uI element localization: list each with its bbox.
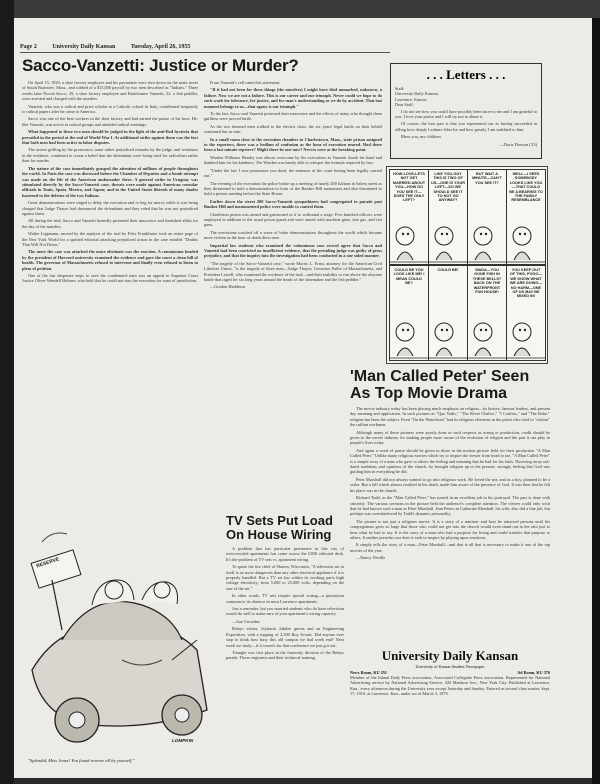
cartoon-signature: LOMPKIN xyxy=(172,738,194,743)
cartoon-sign-text: RESERVE xyxy=(35,556,61,570)
tv-paragraph: Just a reminder, but you married students who do have television would do well to make sure of your apartment's wiring capacity. xyxy=(226,606,344,617)
sacco-paragraph: The executions touched off a wave of bitter demonstrations throughout the world which became more violent as the hour of death drew near. xyxy=(204,229,382,241)
speech-bubble: LIKE YOU-GUY THIS IS TWO OF US—ONE IS YOUR LEFT—SO WE SHOULD SEE IT TO NOT GO ANYWAY? xyxy=(431,172,465,203)
letters-para: Bless you, my children. xyxy=(401,134,442,140)
tv-article xyxy=(226,546,344,774)
top-dark-strip xyxy=(14,0,600,18)
sacco-paragraph: Vanzetti, who was a radical and prize scholar at a Catholic school in Italy, contributed frequently to radical papers after he came to America. xyxy=(22,103,198,115)
movie-paragraph: And again a word of praise should be given to those in the motion picture field for their production "A Man Called Peter." Unlike many religious movies which try to inspire the viewer from head to toe, "A Man Called Peter" is a simple story of a man who gave to others the feeling and meaning that he had for his faith. Throwing away out-dated traditions and opinions of the church, he brought religion up to the present, strongly feeling that God was guiding him in everything he did. xyxy=(350,447,550,475)
movie-paragraph: Richard Todd, as the "Man Called Peter," has turned in an excellent job in his portrayal. The part is done with sincerity. The various sermons in the picture held the audience's complete attention. The viewer could only wish that he had known such a man as Peter Marshall. Jean Peters as Catherine Marshall, his wife, also did a fine job, but perhaps was overshadowed by Todd's dynamic personality. xyxy=(350,495,550,517)
letters-salutation: Dear Staff: xyxy=(395,102,414,108)
comic-character-drawing xyxy=(507,214,545,264)
comic-panel xyxy=(467,265,507,361)
sacco-paragraph: All during the trial, Sacco and Vanzetti heatedly protested their innocence and furnished alibis for the day of the murders. xyxy=(22,218,198,229)
comic-panel xyxy=(428,265,468,361)
comic-character-drawing xyxy=(390,310,428,360)
sacco-paragraph: Walter Lippmann, moved by the analysis of the trial by Felix Frankfurter took an entire page of the New York World for a spirited editorial attacking prejudiced action in the case entitled "Doubts That Will Not Down." xyxy=(22,231,198,247)
sacco-paragraph: On April 15, 1920, a shoe factory employee and his paymaster were shot down on the main street of South Braintree, Mass., and robbed of a $15,000 payroll by two men described as "Italians." Three weeks later Nicola Sacco, 29, a shoe factory employee and Bartolomeo Vanzetti, 32, a fish peddler, were arrested and charged with the murders. xyxy=(22,80,198,102)
header-rule xyxy=(20,52,390,53)
sacco-paragraph: One of the last desperate steps to save the condemned men was an appeal to Supreme Court Justice Oliver Wendell Holmes, who held that he could not stay the execution for want of jurisdiction. xyxy=(22,273,198,284)
sacco-paragraph: "Under the law I now pronounce you dead, the sentence of the court having been legally carried out." xyxy=(204,167,382,179)
movie-paragraph: The movie industry today has been placing much emphasis on religion—its history, famous leaders, and present day meaning and application. In such pictures as "Quo Vadis," "The Silver Chalice," "I Confess," and "The Robe," religion has been the subject. Even "On the Waterfront" had its religious elements in the priest who tried to "reform" the ruffian workmen. xyxy=(350,406,550,428)
speech-bubble: WADA—YOU GONE FISH IN THESE BELLS? BACK ON THE WATERFRONT FUN HOUSE! xyxy=(472,268,502,295)
sacco-column-1 xyxy=(22,80,198,518)
sacco-paragraph: "The tragedy of the Sacco-Vanzetti case," wrote Morris L. Ernst, attorney for the American Civil Liberties Union, "is the tragedy of three men—Judge Thayer, Governor Fuller of Massachusetts, and President Lowell, who examined the evidence of the trial—and their inability to rise above the obscene battle that raged for six long years around the heads of the shoemaker and the fish peddler." xyxy=(204,260,382,282)
comic-panel xyxy=(506,265,546,361)
cartoon-drawing xyxy=(22,520,218,756)
sacco-paragraph: —Gordon Haddison xyxy=(210,284,245,290)
sacco-paragraph: To the last, Sacco and Vanzetti protested their innocence and the effects of many who thought them guiltless were proved futile. xyxy=(204,111,382,122)
letters-address-2: Lawrence, Kansas xyxy=(395,96,427,102)
letters-box xyxy=(390,63,542,159)
sacco-paragraph: Charleston prison was armed and garrisoned as if to withstand a siege. Five hundred officers were employed in addition to the usual prison guard and were armed with machine guns, tear gas, and riot guns. xyxy=(204,211,382,228)
comic-character-drawing xyxy=(468,310,506,360)
sacco-paragraph: The more the case was attacked the more obstinate was the reaction. A commission headed by the president of Harvard university examined the evidence and gave the court a clean bill of health. The governor of Massachusetts refused to intervene and finally even refused to listen to pleas of petition. xyxy=(22,249,198,271)
masthead-sub: University of Kansas Student Newspaper xyxy=(415,664,485,669)
sacco-paragraph: The severe grilling by the prosecutor, some rather prejudiced remarks by the judge, and weakness in the evidence, combined to create a belief that the defendants were being tried for radicalism rather than for murder. xyxy=(22,147,198,164)
sacco-paragraph: Great demonstrations were staged to delay the execution and to beg for mercy while it was being charged that Judge Thayer had denounced the defendants and they ruled that he was not prejudiced against them. xyxy=(22,200,198,216)
issue-date: Tuesday, April 26, 1955 xyxy=(130,44,191,50)
letters-para: I do not see how you could have possibly been nicer to me and I am grateful to you. I love your praise and I will try not to abuse it. xyxy=(395,108,537,120)
news-room: News Room, KU 251 xyxy=(350,670,387,675)
speech-bubble: YOU KEEP OUT OF THIS, POGO—WE KNOW WHAT WE ARE DOING—NO HARM—ONE OF US MAY BE MIXED IN! xyxy=(509,268,543,299)
letters-address-1: University Daily Kansan, xyxy=(395,91,439,97)
page-number: Page 2 xyxy=(20,44,37,50)
left-dark-edge xyxy=(0,0,14,784)
letters-greeting: Staff: xyxy=(395,86,405,91)
movie-paragraph: It simply tells the story of a man—Peter Marshall—and that is all that is necessary to make it one of the top movies of the year. xyxy=(350,542,550,553)
sacco-paragraph: What happened to these two men should be judged in the light of the anti-Red hysteria that prevailed in the period at the end of World War I. At additional strike against them was the fact that both men had been active in labor disputes. xyxy=(22,129,198,146)
speech-bubble: WELL—I SEES SOMEBODY LOOKS LIKE YOU—THAT COULD BE A BEARING TO THE FAMILY RESEMBLANCE xyxy=(509,172,543,203)
right-dark-edge xyxy=(592,0,600,784)
speech-bubble: COULD BE YOU LOOK LIKE ME! I MEAN COULD BE? xyxy=(393,268,425,286)
letters-title: . . . Letters . . . xyxy=(426,67,506,82)
movie-paragraph: The picture is not just a religious movie. It is a story of a minister and how he attracted persons until his congregations grew so large that those who could not get into the church would even stand out in the rain just to hear what he had to say. It is the story of a man who had a purpose for living and could transfer that purpose to others. It neither preaches nor does it seek to inspire by playing upon emotions. xyxy=(350,518,550,540)
comic-strip xyxy=(386,166,548,364)
masthead-name: University Daily Kansan xyxy=(381,648,519,663)
speech-bubble: BUT WAIT A MINUTE—CAN'T YOU SEE IT? xyxy=(472,172,502,185)
movie-title: 'Man Called Peter' Seen As Top Movie Drama xyxy=(350,368,530,402)
sacco-paragraph: Earlier down the street 200 Sacco-Vanzetti sympathizers had congregated to parade past Bunker Hill and monumented police were unable to control them. xyxy=(204,198,382,210)
tv-paragraph: A problem that has particular pertinence in this city of overcrowded apartments has come across the UDK editorial desk. It's the problem of TV sets vs. apartment wiring. xyxy=(226,546,344,562)
speech-bubble: HOW-LOVE-LETS NOT GET MARRIED ABOUT YOU—HOW DO YOU SEE IT—DOES THE ONLY LEFT? xyxy=(392,172,426,203)
movie-paragraph: —Nancy Neville xyxy=(356,555,386,561)
comic-character-drawing xyxy=(390,214,428,264)
comic-panel xyxy=(506,169,546,265)
ad-room: Ad Room, KU 376 xyxy=(517,670,550,675)
sacco-paragraph: The evening of the execution the police broke up a meeting of nearly 200 Italians in Salem street as they threatened to hold a demonstration in front of the Bunker Hill monument and also threatened to hold a protest meeting before the State House. xyxy=(204,180,382,197)
tv-paragraph: Relays visitor, Joyhawk Jubilee guests and an Engineering Exposition, with a topping of 2,500 Boy Scouts. Did anyone ever stop to think how busy this old campus we had week end? Next week we study—if it weren't for that conference we just got out. xyxy=(226,626,344,648)
sacco-paragraph: As the two doomed men walked to the electric chair, the six years' legal battle on their behalf continued but in vain. xyxy=(204,123,382,135)
tv-paragraph: In other words, TV sets require special wiring—a precaution common to its absence in most Lawrence apartments. xyxy=(226,593,344,604)
sacco-paragraph: From Vanzetti's cell came this statement: xyxy=(210,80,281,85)
tv-title: TV Sets Put Load On House Wiring xyxy=(226,513,333,542)
speech-bubble: COULD BE! xyxy=(437,268,459,272)
sacco-paragraph: The nature of the case immediately grasped the attention of millions of people throughout the world. In Paris the case was discussed before the Chamber of Deputies and a bomb attempt was made on the life of the American ambassador there. A general strike in Uruguay was stimulated directly by the Sacco-Vanzetti case; threats were made against American consular officials in Tunis, Spain, Mexico, and Japan; and in the United States liberals of many shades hastened to the defense of the two Italians. xyxy=(22,165,198,198)
movie-paragraph: Peter Marshall did not always wanted to go into religious work. He loved the sea, and as a boy, planned to be a sailor. But a fall which almost resulted in his death, made him aware of the presence of God. It was then that he felt his place was in the church. xyxy=(350,476,550,493)
sacco-paragraph: In a small room close to the execution chamber in Charlestown, Mass., state prison assigned to the reporters, there was a bedlam of confusion as the hour of execution neared. Had there been a last minute reprieve? Might there be one now? Nerves were at the breaking point. xyxy=(204,136,382,153)
tv-paragraph: To quote the fire chief of Sharon, Wisconsin, "A television set in itself is no more dangerous than any other electrical appliance if it is properly handled. But a TV set has within its working parts high voltage electricity, from 5,000 to 25,000 volts, depending on the size of the set." xyxy=(226,564,344,591)
editorial-cartoon xyxy=(22,520,218,770)
tv-paragraph: Triangle was first place in the fraternity division of the Relays parade. Those engineers and their technical training. xyxy=(226,649,344,661)
letters-signature: —Doris Fleeson ('23) xyxy=(499,141,537,147)
comic-character-drawing xyxy=(429,310,467,360)
sacco-paragraph: Impartial law students who examined the voluminous case record agree that Sacco and Vanzetti had been convicted on insufficient evidence, that the presiding judge was guilty of gross prejudice, and that the inquiry into the investigation had been conducted in a one sided manner. xyxy=(204,242,382,259)
letters-body xyxy=(395,86,537,147)
comic-panel xyxy=(428,169,468,265)
letters-para: Of course, the best part is that you represented me as having succeeded in telling how deeply I admire John Ise and how greatly I am indebted to him. xyxy=(395,121,537,132)
movie-paragraph: Although many of these pictures were poorly done in such respects as acting or production, credit should be given to the movie industry for making people more aware of the evolution of religion and the part it can play in people's lives today. xyxy=(350,429,550,446)
masthead xyxy=(350,648,550,778)
tv-paragraph: —Sue Crowden xyxy=(232,618,260,624)
page-header xyxy=(20,44,204,50)
cartoon-caption: "Splendid, Miss Jones! You found reverse all by yourself." xyxy=(28,758,135,763)
masthead-fine-print: Member of the Inland Daily Press association, Associated Collegiate Press association. Represented for National Advertising service by National Advertising Service, 420 Madison Ave., New York City. Published at Lawrence, Kan., every afternoon during the University year except Saturday and Sunday. Entered as second class matter, Sept. 17, 1910, at Lawrence, Kan., under act of March 3, 1879. xyxy=(350,675,550,697)
comic-character-drawing xyxy=(468,214,506,264)
comic-character-drawing xyxy=(429,214,467,264)
sacco-paragraph: Sacco was one of the best workers in the shoe factory and had earned the praise of his boss. He, like Vanzetti, was active in radical groups and attended radical meetings. xyxy=(22,116,198,127)
comic-character-drawing xyxy=(507,310,545,360)
sacco-title: Sacco-Vanzetti: Justice or Murder? xyxy=(22,56,299,75)
sacco-paragraph: "If it had not been for these things (the murders) I might have died unmarked, unknown, a failure. Now we are not a failure. This is our career and our triumph. Never could we hope to do such work for tolerance, for justice, and for man's understanding as we do by accident. That last moment belongs to us—that agony is our triumph." xyxy=(204,87,382,109)
movie-article xyxy=(350,406,550,642)
newspaper-page xyxy=(14,18,592,778)
paper-name: University Daily Kansan xyxy=(52,44,116,50)
sacco-paragraph: Warden Williams Hendry was almost overcome by the executions as Vanzetti shook his hand and thanked him for his kindness. The Warden was barely able to whisper the formula required by law: xyxy=(204,154,382,166)
comic-panel xyxy=(389,265,429,361)
comic-panel xyxy=(467,169,507,265)
comic-panel xyxy=(389,169,429,265)
